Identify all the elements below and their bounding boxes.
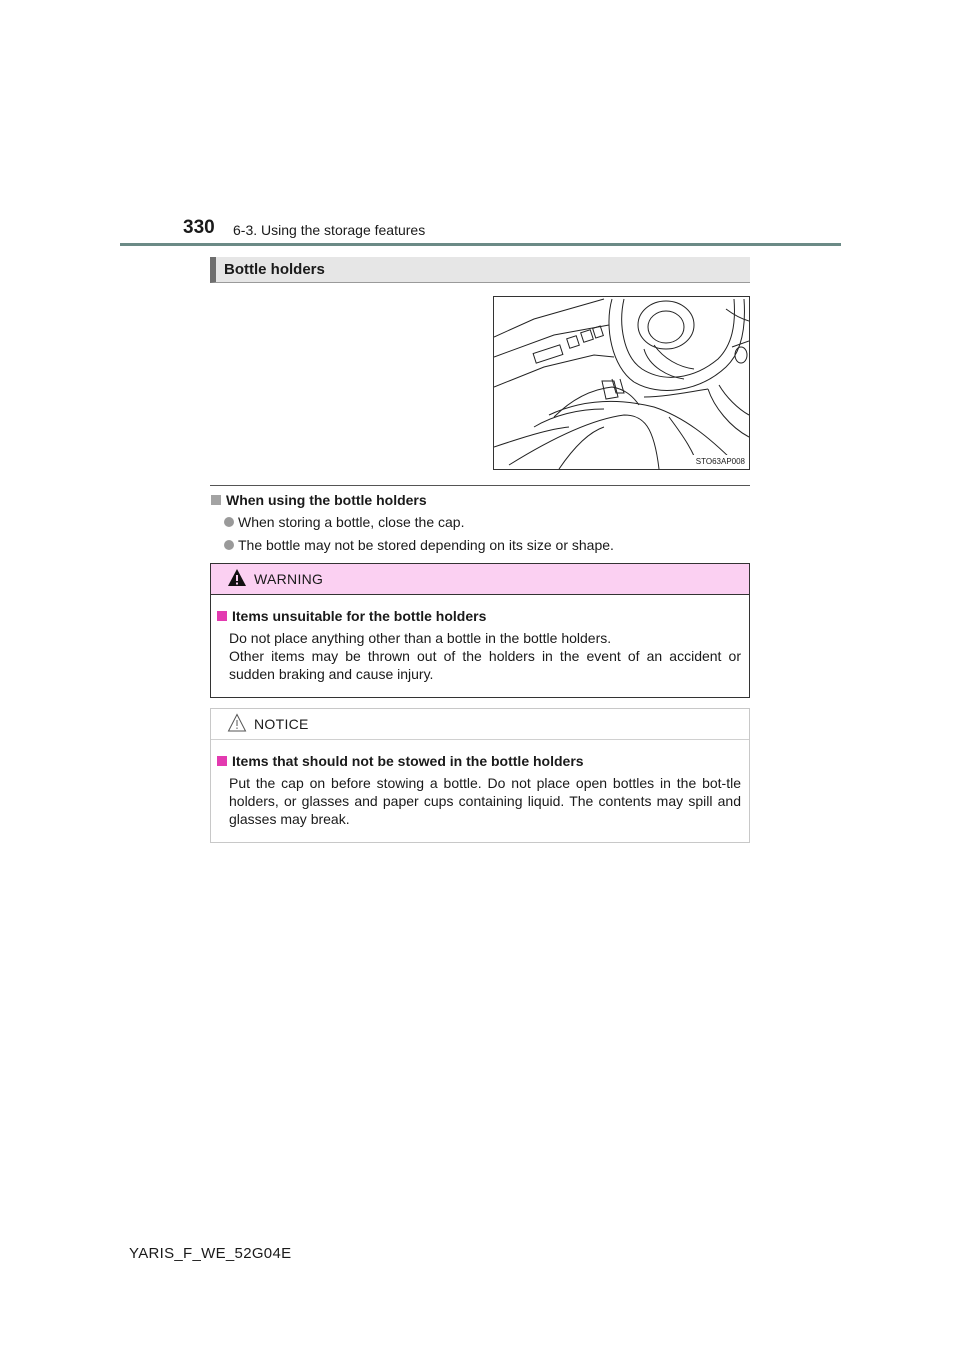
notice-text: Put the cap on before stowing a bottle. Do not place open bottles in the bot-tle holders, or glasses and paper cups containing liquid. The contents may spill and glasses may break.	[229, 775, 741, 827]
list-item-text: When storing a bottle, close the cap.	[238, 514, 465, 530]
subsection-heading	[211, 492, 427, 508]
warning-item-title-text: Items unsuitable for the bottle holders	[232, 608, 487, 624]
square-bullet-icon	[211, 495, 221, 505]
illustration-code: STO63AP008	[695, 457, 745, 466]
footer-code: YARIS_F_WE_52G04E	[129, 1245, 292, 1262]
square-bullet-icon	[217, 611, 227, 621]
round-bullet-icon	[224, 517, 234, 527]
subsection-rule	[210, 485, 750, 486]
warning-label: WARNING	[254, 571, 324, 587]
header-rule	[120, 243, 841, 246]
round-bullet-icon	[224, 540, 234, 550]
warning-triangle-icon	[227, 568, 247, 588]
list-item	[224, 514, 464, 530]
warning-line: Do not place anything other than a bottle in the bottle holders.	[229, 630, 612, 646]
warning-line: Other items may be thrown out of the holders in the event of an accident or sudden braking and cause injury.	[229, 648, 741, 682]
notice-triangle-icon	[227, 713, 247, 733]
subsection-heading-text: When using the bottle holders	[226, 492, 427, 508]
dashboard-illustration	[493, 296, 750, 470]
warning-item-title	[217, 608, 486, 624]
notice-item-title	[217, 753, 584, 769]
list-item-text: The bottle may not be stored depending on its size or shape.	[238, 537, 614, 553]
notice-item-title-text: Items that should not be stowed in the bottle holders	[232, 753, 584, 769]
steering-wheel-drawing	[494, 297, 749, 469]
section-title: Bottle holders	[224, 261, 325, 278]
notice-box	[210, 708, 750, 843]
list-item	[224, 537, 614, 553]
page-number: 330	[183, 217, 215, 238]
section-header: 6-3. Using the storage features	[233, 222, 426, 238]
warning-header	[211, 564, 749, 595]
notice-label: NOTICE	[254, 716, 309, 732]
warning-text	[229, 629, 741, 683]
warning-box	[210, 563, 750, 698]
square-bullet-icon	[217, 756, 227, 766]
notice-header	[211, 709, 749, 740]
